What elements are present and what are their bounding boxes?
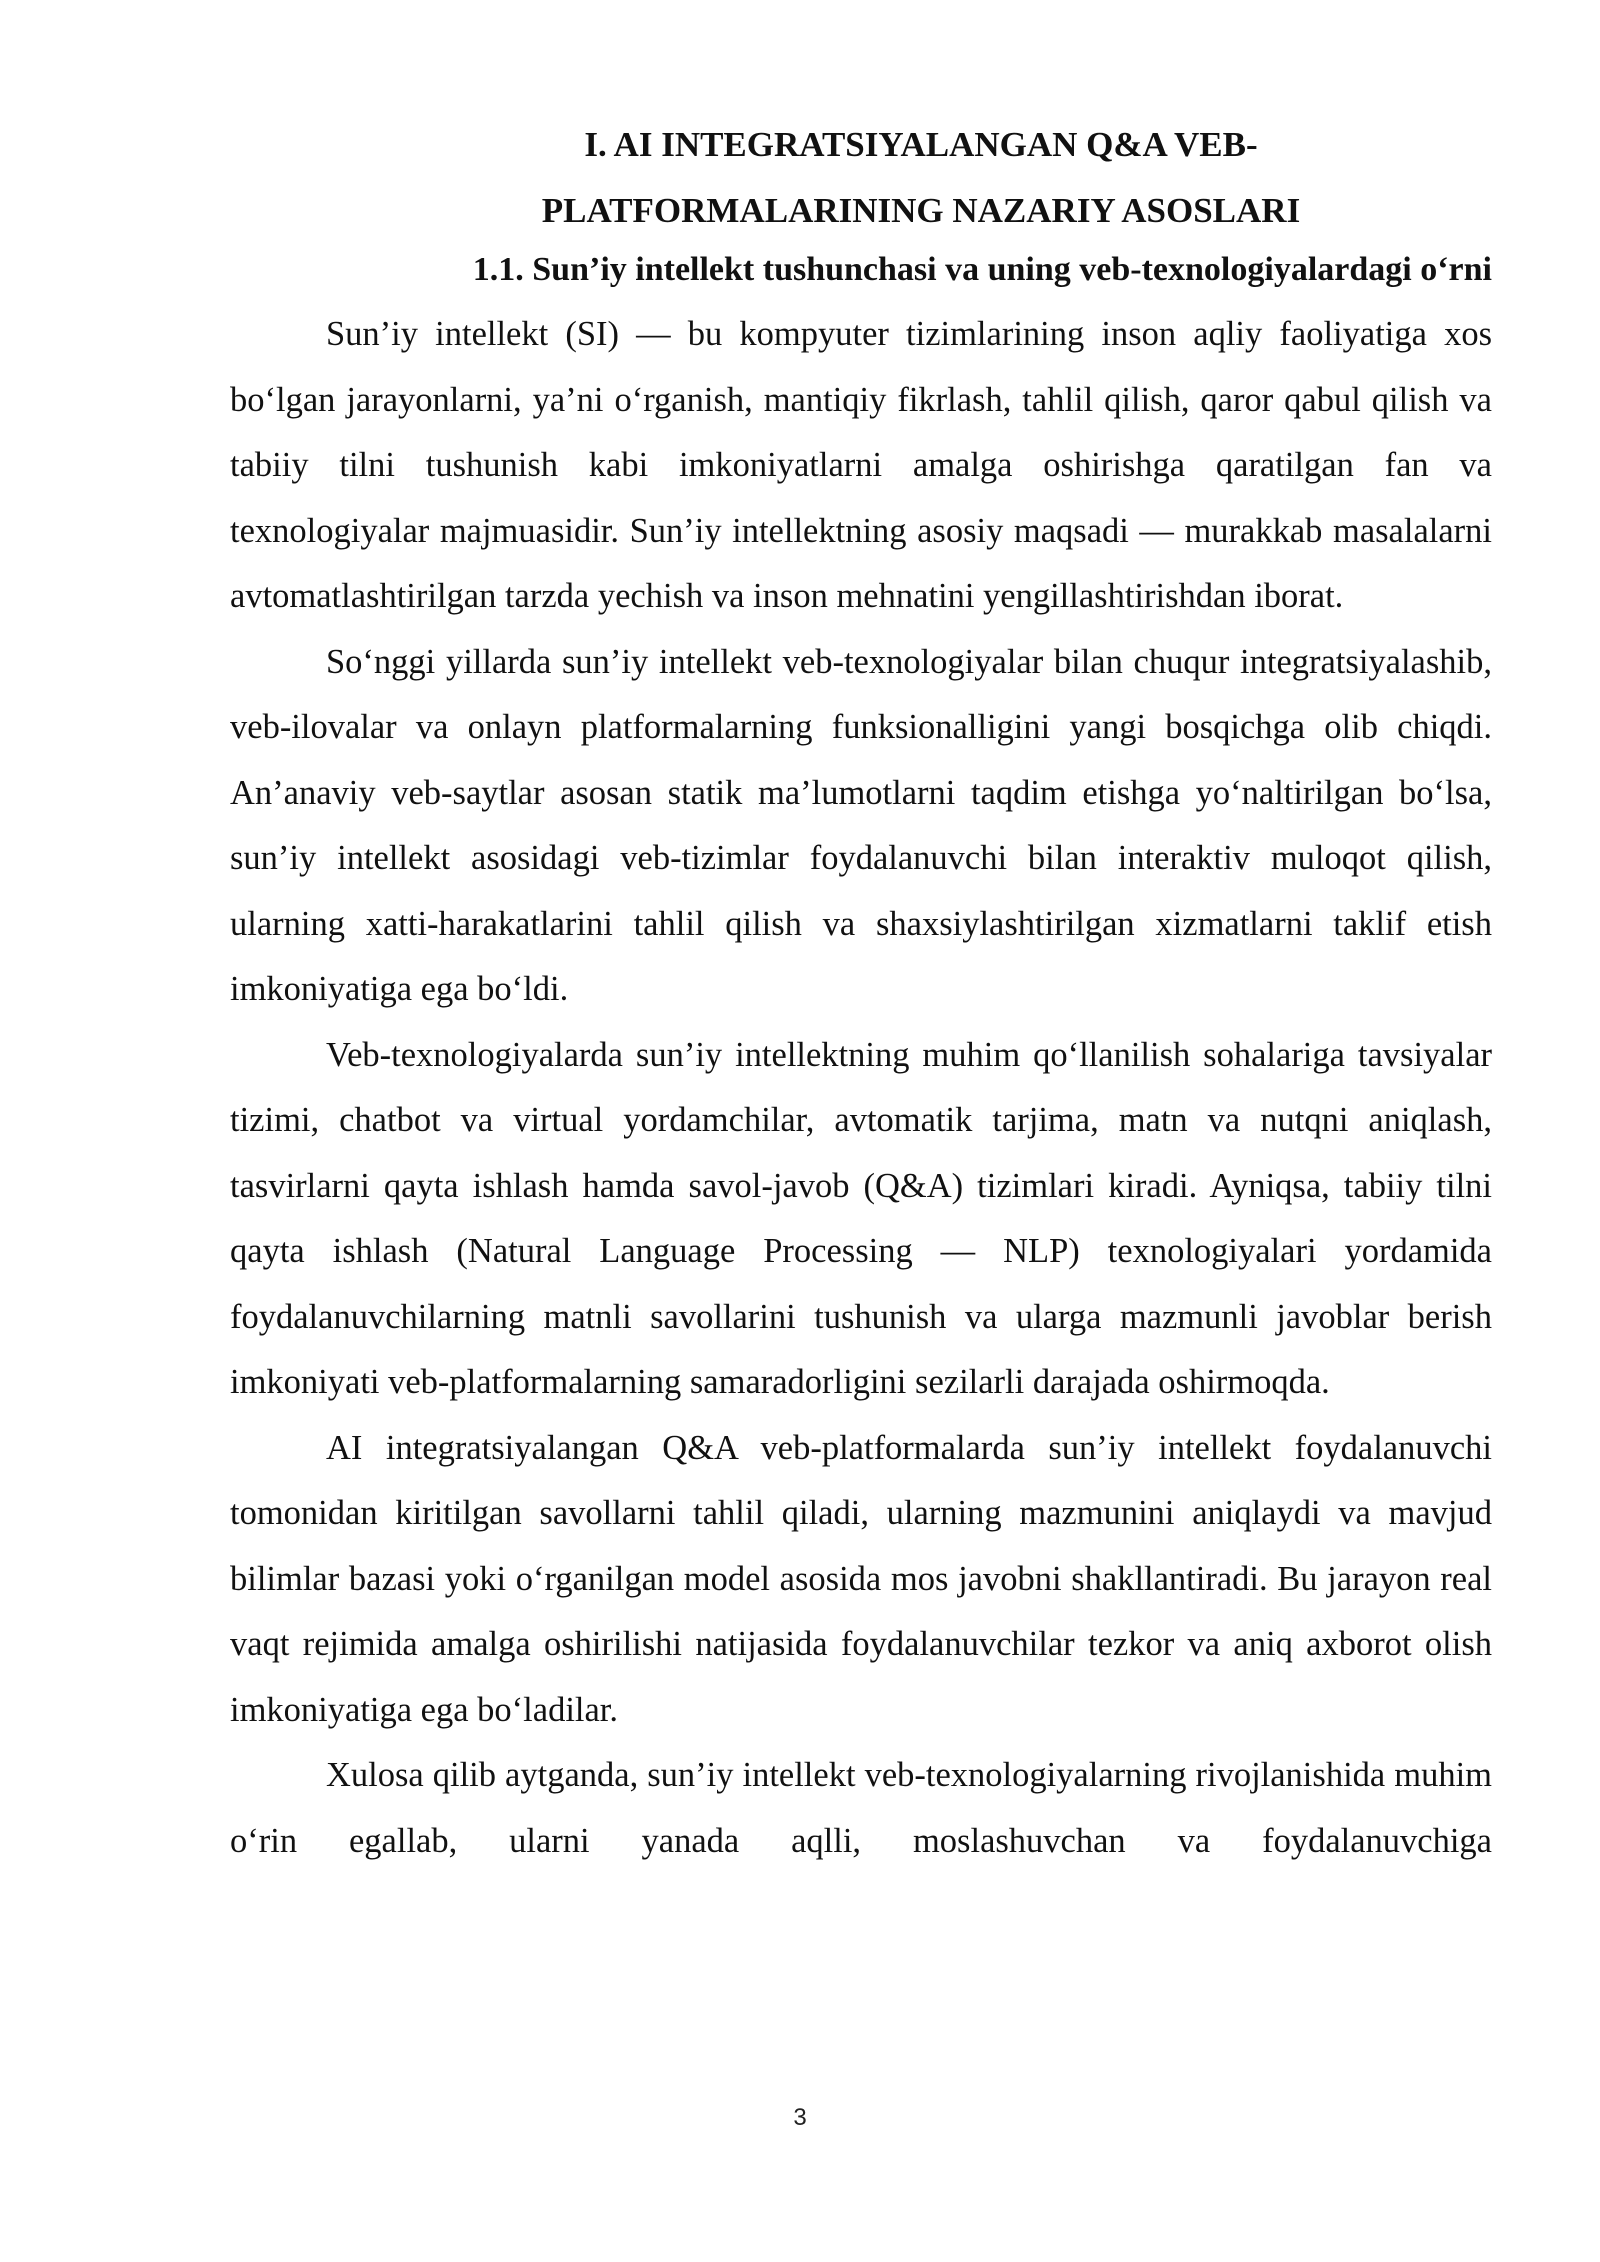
- chapter-title-line-2: PLATFORMALARINING NAZARIY ASOSLARI: [541, 191, 1301, 230]
- section-title: 1.1. Sun’iy intellekt tushunchasi va uning veb-texnologiyalardagi o‘rni: [472, 251, 1492, 288]
- paragraph: AI integratsiyalangan Q&A veb-platformalarda sun’iy intellekt foydalanuvchi tomonidan kiritilgan savollarni tahlil qiladi, ularning mazmunini aniqlaydi va mavjud bilimlar bazasi yoki o‘rganilgan model asosida mos javobni shakllantiradi. Bu jarayon real vaqt rejimida amalga oshirilishi natijasida foydalanuvchilar tezkor va aniq axborot olish imkoniyatiga ega bo‘ladilar.: [230, 1428, 1492, 1729]
- body-text: [230, 302, 1492, 1874]
- paragraph: Veb-texnologiyalarda sun’iy intellektning muhim qo‘llanilish sohalariga tavsiyalar tizimi, chatbot va virtual yordamchilar, avtomatik tarjima, matn va nutqni aniqlash, tasvirlarni qayta ishlash hamda savol-javob (Q&A) tizimlari kiradi. Ayniqsa, tabiiy tilni qayta ishlash (Natural Language Processing — NLP) texnologiyalari yordamida foydalanuvchilarning matnli savollarini tushunish va ularga mazmunli javoblar berish imkoniyati veb-platformalarning samaradorligini sezilarli darajada oshirmoqda.: [230, 1035, 1492, 1401]
- chapter-title-line-1: I. AI INTEGRATSIYALANGAN Q&A VEB-: [584, 125, 1258, 164]
- paragraph: So‘nggi yillarda sun’iy intellekt veb-texnologiyalar bilan chuqur integratsiyalashib, veb-ilovalar va onlayn platformalarning funksionalligini yangi bosqichga olib chiqdi. An’anaviy veb-saytlar asosan statik ma’lumotlarni taqdim etishga yo‘naltirilgan bo‘lsa, sun’iy intellekt asosidagi veb-tizimlar foydalanuvchi bilan interaktiv muloqot qilish, ularning xatti-harakatlarini tahlil qilish va shaxsiylashtirilgan xizmatlarni taklif etish imkoniyatiga ega bo‘ldi.: [230, 642, 1492, 1008]
- page-number: 3: [793, 2104, 807, 2131]
- paragraph: Xulosa qilib aytganda, sun’iy intellekt veb-texnologiyalarning rivojlanishida muhim o‘rin egallab, ularni yanada aqlli, moslashuvchan va foydalanuvchiga: [230, 1756, 1492, 1860]
- paragraph: Sun’iy intellekt (SI) — bu kompyuter tizimlarining inson aqliy faoliyatiga xos bo‘lgan jarayonlarni, ya’ni o‘rganish, mantiqiy fikrlash, tahlil qilish, qaror qabul qilish va tabiiy tilni tushunish kabi imkoniyatlarni amalga oshirishga qaratilgan fan va texnologiyalar majmuasidir. Sun’iy intellektning asosiy maqsadi — murakkab masalalarni avtomatlashtirilgan tarzda yechish va inson mehnatini yengillashtirishdan iborat.: [230, 315, 1492, 615]
- chapter-title: [230, 112, 1492, 244]
